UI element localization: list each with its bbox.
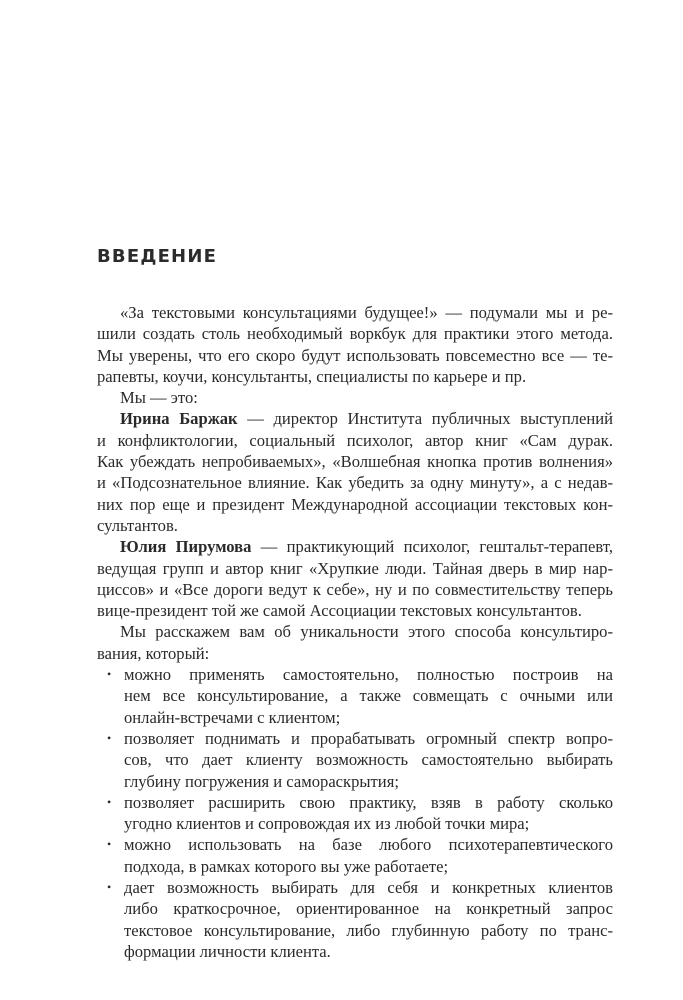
paragraph-intro bbox=[97, 302, 613, 387]
list-item bbox=[97, 877, 613, 962]
list-item bbox=[97, 834, 613, 877]
text-line: сов, что дает клиенту возможность самостоятельно выбирать bbox=[124, 750, 613, 770]
bullet-icon: • bbox=[107, 667, 112, 682]
text-line: глубину погружения и самораскрытия; bbox=[124, 771, 399, 791]
body-text bbox=[97, 302, 613, 962]
text-line: • дает возможность выбирать для себя и конкретных клиентов bbox=[107, 878, 613, 898]
text-line: и конфликтологии, социальный психолог, автор книг «Сам дурак. bbox=[97, 430, 613, 450]
text-line: рапевты, коучи, консультанты, специалисты по карьере и пр. bbox=[97, 366, 527, 386]
text-line: нем все консультирование, а также совмещать с очными или bbox=[124, 686, 613, 706]
text-line: либо краткосрочное, ориентированное на конкретный запрос bbox=[124, 899, 613, 919]
text-line: угодно клиентов и сопровождая их из любой точки мира; bbox=[124, 814, 530, 834]
paragraph-list-intro bbox=[97, 621, 613, 664]
text-line bbox=[97, 408, 613, 429]
text-line: • можно применять самостоятельно, полностью построив на bbox=[107, 665, 613, 685]
text-line: них пор еще и президент Международной ассоциации текстовых кон- bbox=[97, 494, 613, 514]
list-item bbox=[97, 664, 613, 728]
text-line: шили создать столь необходимый воркбук для практики этого метода. bbox=[97, 324, 613, 344]
text-line: Как убеждать непробиваемых», «Волшебная кнопка против волнения» bbox=[97, 452, 613, 472]
bullet-icon: • bbox=[107, 794, 112, 809]
bullet-icon: • bbox=[107, 880, 112, 895]
text-fragment: — директор Института публичных выступлений bbox=[237, 409, 614, 429]
chapter-heading: ВВЕДЕНИЕ bbox=[97, 246, 218, 267]
text-line: формации личности клиента. bbox=[124, 941, 331, 961]
text-line: вице-президент той же самой Ассоциации текстовых консультантов. bbox=[97, 601, 582, 621]
list-item bbox=[97, 728, 613, 792]
bullet-list bbox=[97, 664, 613, 962]
author-name: Ирина Баржак bbox=[120, 409, 238, 429]
text-fragment: — практикующий психолог, гештальт-терапевт, bbox=[251, 537, 613, 557]
text-line: • можно использовать на базе любого психотерапевтического bbox=[107, 835, 613, 855]
text-line: Мы — это: bbox=[120, 388, 198, 408]
text-line: Мы уверены, что его скоро будут использовать повсеместно все — те- bbox=[97, 345, 613, 365]
text-line: вания, который: bbox=[97, 643, 210, 663]
bullet-icon: • bbox=[107, 730, 112, 745]
text-line: текстовое консультирование, либо глубинную работу по транс- bbox=[124, 920, 613, 940]
text-line: ведущая групп и автор книг «Хрупкие люди. Тайная дверь в мир нар- bbox=[97, 558, 613, 578]
text-line: сультантов. bbox=[97, 515, 178, 535]
author-name: Юлия Пирумова bbox=[120, 537, 252, 557]
list-item bbox=[97, 792, 613, 835]
paragraph-we-are bbox=[97, 387, 613, 408]
text-line: «За текстовыми консультациями будущее!» — подумали мы и ре- bbox=[120, 303, 613, 322]
text-line: и «Подсознательное влияние. Как убедить за одну минуту», а с недав- bbox=[97, 473, 613, 493]
text-line bbox=[97, 536, 613, 557]
text-line: • позволяет поднимать и прорабатывать огромный спектр вопро- bbox=[107, 728, 613, 748]
paragraph-author-barzhak bbox=[97, 408, 613, 536]
text-line: Мы расскажем вам об уникальности этого способа консультиро- bbox=[120, 622, 613, 642]
text-line: циссов» и «Все дороги ведут к себе», ну и по совместительству теперь bbox=[97, 579, 613, 599]
bullet-icon: • bbox=[107, 837, 112, 852]
text-line: • позволяет расширить свою практику, взяв в работу сколько bbox=[107, 792, 613, 812]
paragraph-author-pirumova bbox=[97, 536, 613, 621]
text-line: онлайн-встречами с клиентом; bbox=[124, 707, 341, 727]
text-line: подхода, в рамках которого вы уже работаете; bbox=[124, 856, 449, 876]
